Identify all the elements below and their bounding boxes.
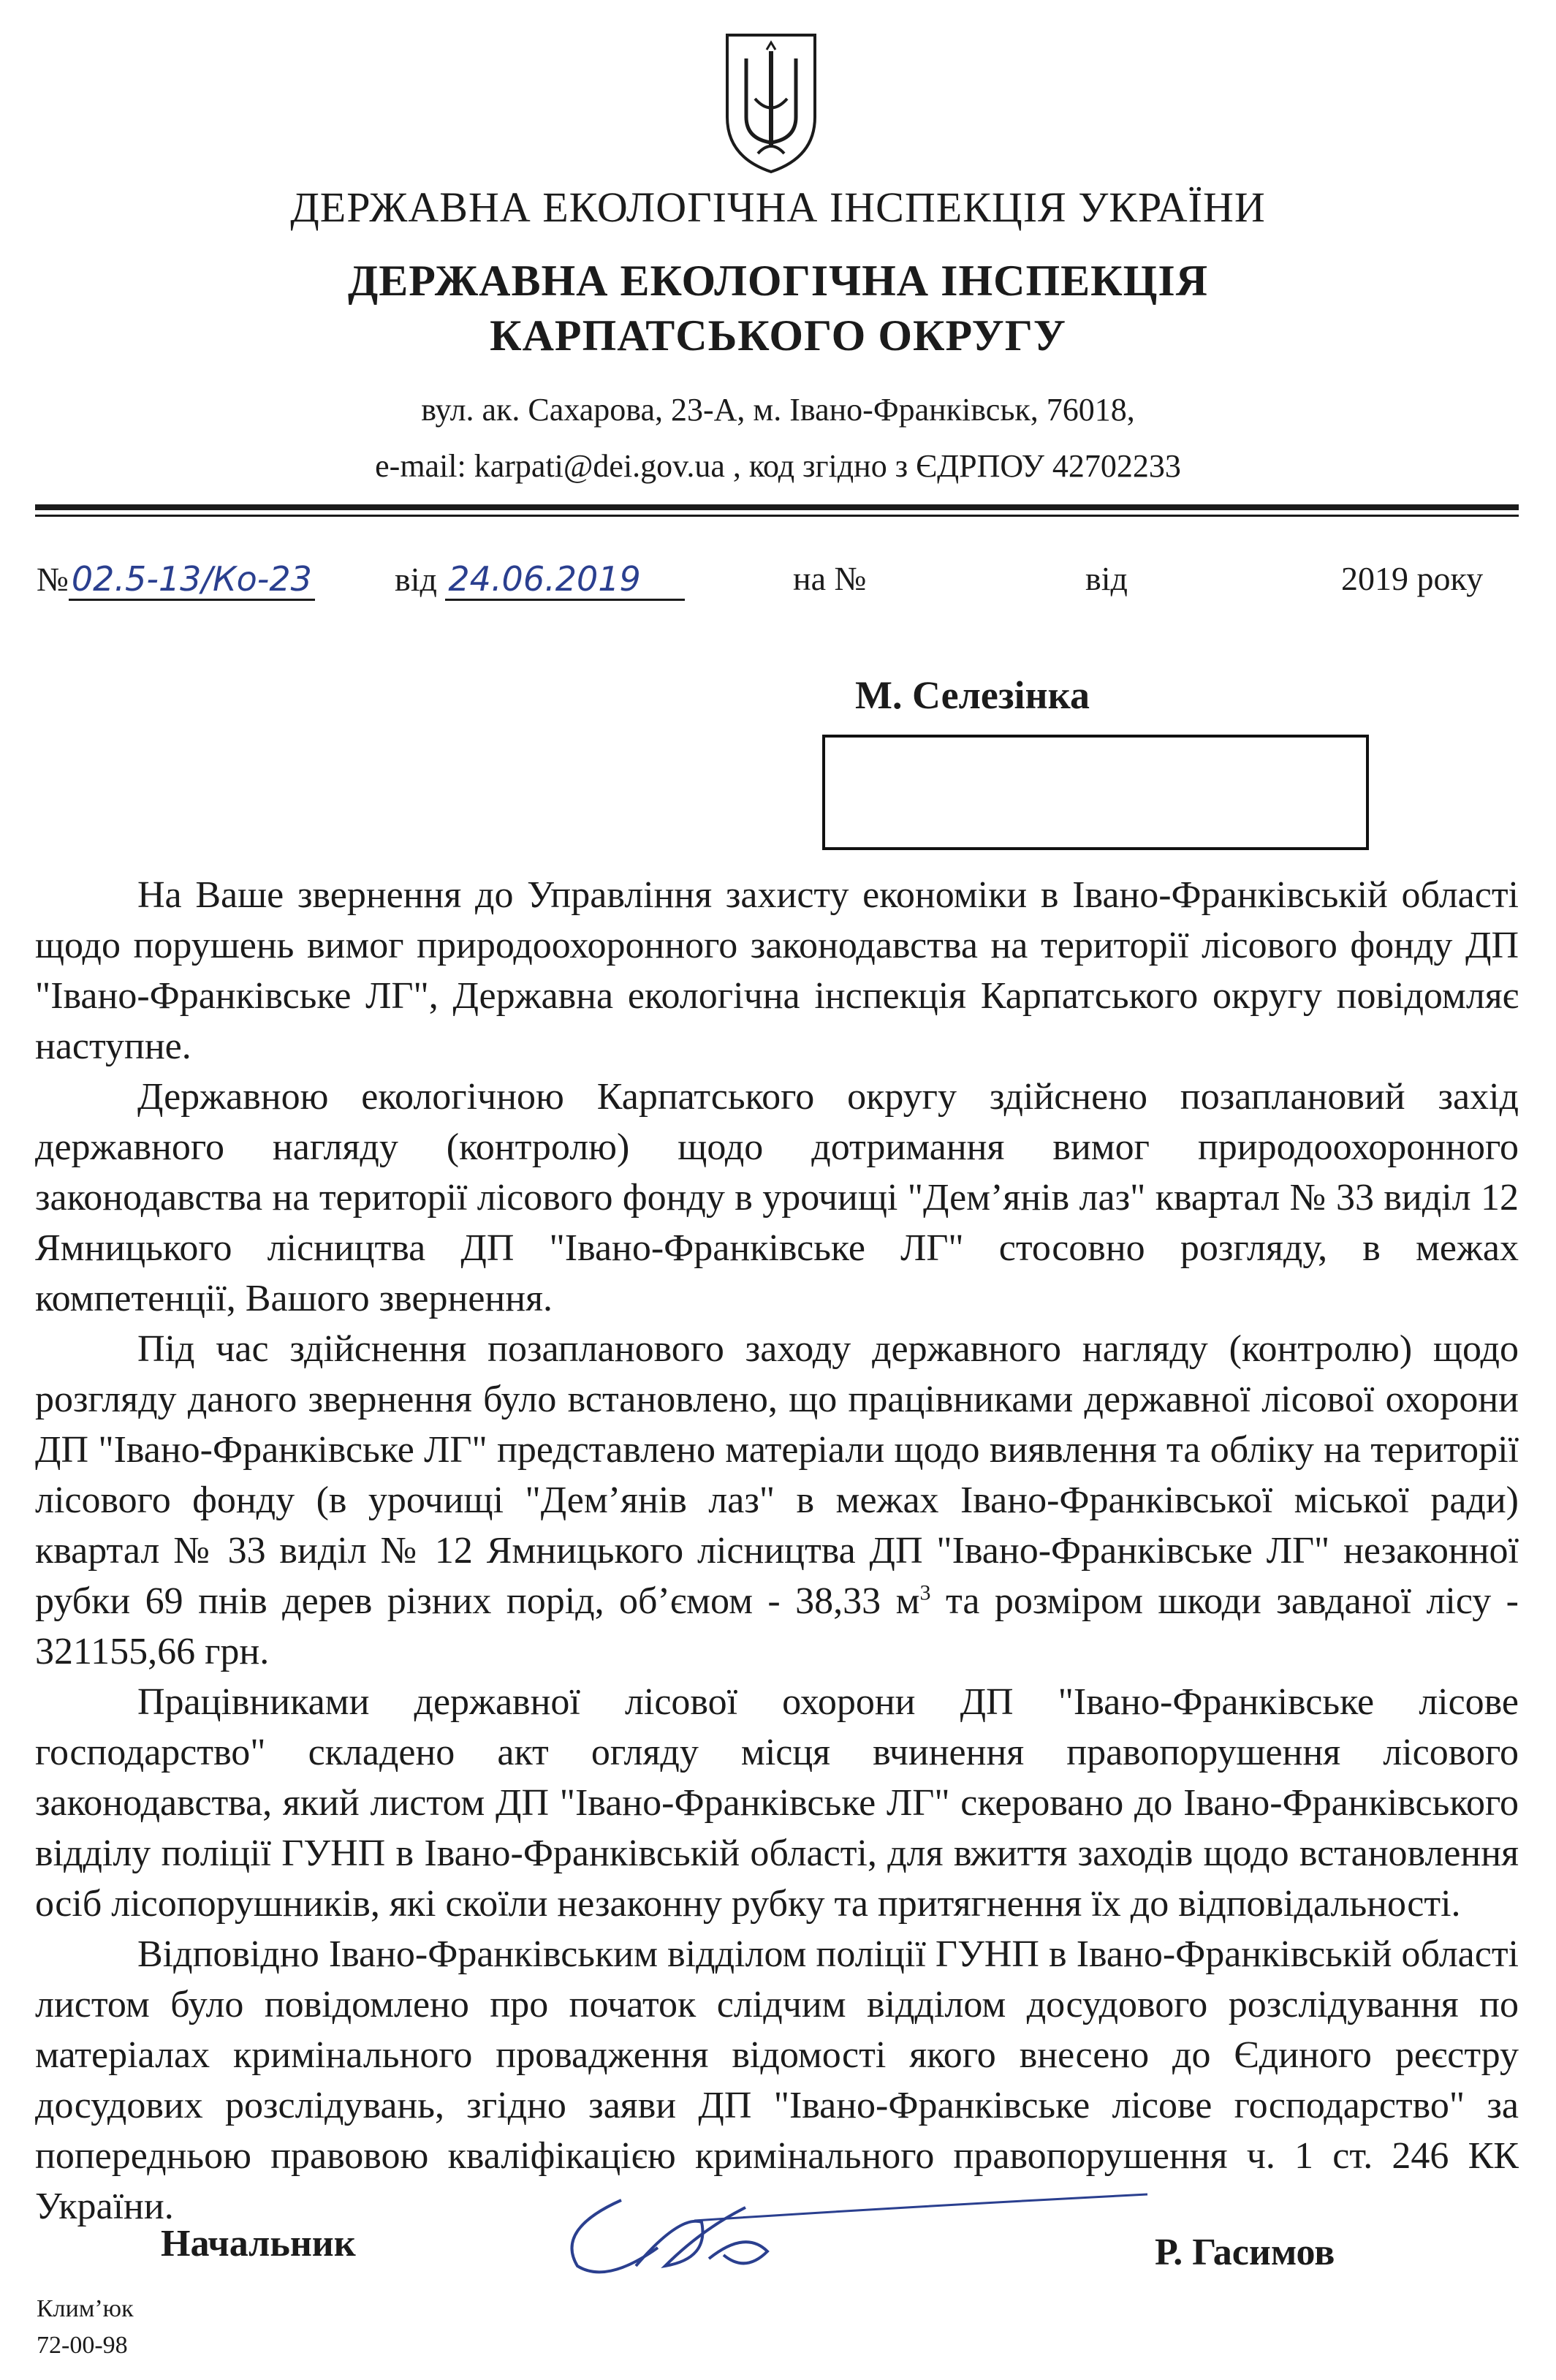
outgoing-number-value: 02.5-13/Ко-23 xyxy=(69,559,315,601)
body-paragraph-3-part2: та розміром шкоди завданої лісу - 321155,66 грн. xyxy=(35,1580,1519,1672)
signatory-name: Р. Гасимов xyxy=(1155,2232,1335,2273)
incoming-year: 2019 року xyxy=(1341,560,1484,597)
regional-office-name-line1: ДЕРЖАВНА ЕКОЛОГІЧНА ІНСПЕКЦІЯ xyxy=(347,257,1209,305)
agency-name: ДЕРЖАВНА ЕКОЛОГІЧНА ІНСПЕКЦІЯ УКРАЇНИ xyxy=(290,183,1266,231)
body-paragraph-4: Працівниками державної лісової охорони ДП "Івано-Франківське лісове господарство" складено акт огляду місця вчинення правопорушення лісового законодавства, який листом ДП "Івано-Франківське ЛГ" скеровано до Івано-Франківського відділу поліції ГУНП в Івано-Франківській області, для вжиття заходів щодо встановлення осіб лісопорушників, які скоїли незаконну рубку та притягнення їх до відповідальності. xyxy=(35,1681,1519,1925)
tryzub-coat-of-arms-icon xyxy=(720,29,822,175)
body-paragraph-2: Державною екологічною Карпатського округу здійснено позаплановий захід державного нагляду (контролю) щодо дотримання вимог природоохоронного законодавства на території лісового фонду в урочищі "Дем’янів лаз" квартал № 33 виділ 12 Ямницького лісництва ДП "Івано-Франківське ЛГ" стосовно розгляду, в межах компетенції, Вашого звернення. xyxy=(35,1076,1519,1319)
redacted-address-box xyxy=(822,735,1369,850)
letter-body xyxy=(35,870,1519,2232)
executor-name: Клим’юк xyxy=(37,2295,134,2322)
incoming-number-label: на № xyxy=(793,560,867,597)
office-address: вул. ак. Сахарова, 23-А, м. Івано-Франківськ, 76018, xyxy=(421,392,1135,428)
from-label: від xyxy=(395,561,437,598)
handwritten-signature xyxy=(526,2186,1169,2288)
body-paragraph-1: На Ваше звернення до Управління захисту економіки в Івано-Франківській області щодо порушень вимог природоохоронного законодавства на території лісового фонду ДП "Івано-Франківське ЛГ", Державна екологічна інспекція Карпатського округу повідомляє наступне. xyxy=(35,874,1519,1067)
regional-office-name-line2: КАРПАТСЬКОГО ОКРУГУ xyxy=(490,311,1066,360)
outgoing-date-value: 24.06.2019 xyxy=(445,559,684,601)
recipient-name: М. Селезінка xyxy=(855,673,1090,717)
outgoing-number xyxy=(37,559,315,599)
incoming-date-label: від xyxy=(1085,560,1128,597)
body-paragraph-3-part1: Під час здійснення позапланового заходу державного нагляду (контролю) щодо розгляду даного звернення було встановлено, що працівниками державної лісової охорони ДП "Івано-Франківське ЛГ" представлено матеріали щодо виявлення та обліку на території лісового фонду (в урочищі "Дем’янів лаз" в межах Івано-Франківської міської ради) квартал № 33 виділ № 12 Ямницького лісництва ДП "Івано-Франківське ЛГ" незаконної рубки 69 пнів дерев різних порід, об’ємом - 38,33 м xyxy=(35,1328,1519,1622)
body-paragraph-3 xyxy=(35,1324,1519,1677)
number-sign: № xyxy=(37,561,69,598)
signatory-title: Начальник xyxy=(161,2223,356,2265)
office-contact: e-mail: karpati@dei.gov.ua , код згідно з ЄДРПОУ 42702233 xyxy=(375,448,1181,484)
outgoing-date xyxy=(395,559,685,599)
executor-phone: 72-00-98 xyxy=(37,2332,128,2359)
body-paragraph-5: Відповідно Івано-Франківським відділом поліції ГУНП в Івано-Франківській області листом було повідомлено про початок слідчим відділом досудового розслідування по матеріалах кримінального провадження відомості якого внесено до Єдиного реєстру досудових розслідувань, згідно заяви ДП "Івано-Франківське лісове господарство" за попередньою правовою кваліфікацією кримінального правопорушення ч. 1 ст. 246 КК України. xyxy=(35,1933,1519,2227)
header-divider-thin xyxy=(35,515,1519,517)
header-divider-thick xyxy=(35,504,1519,510)
cubic-superscript: 3 xyxy=(919,1580,931,1605)
